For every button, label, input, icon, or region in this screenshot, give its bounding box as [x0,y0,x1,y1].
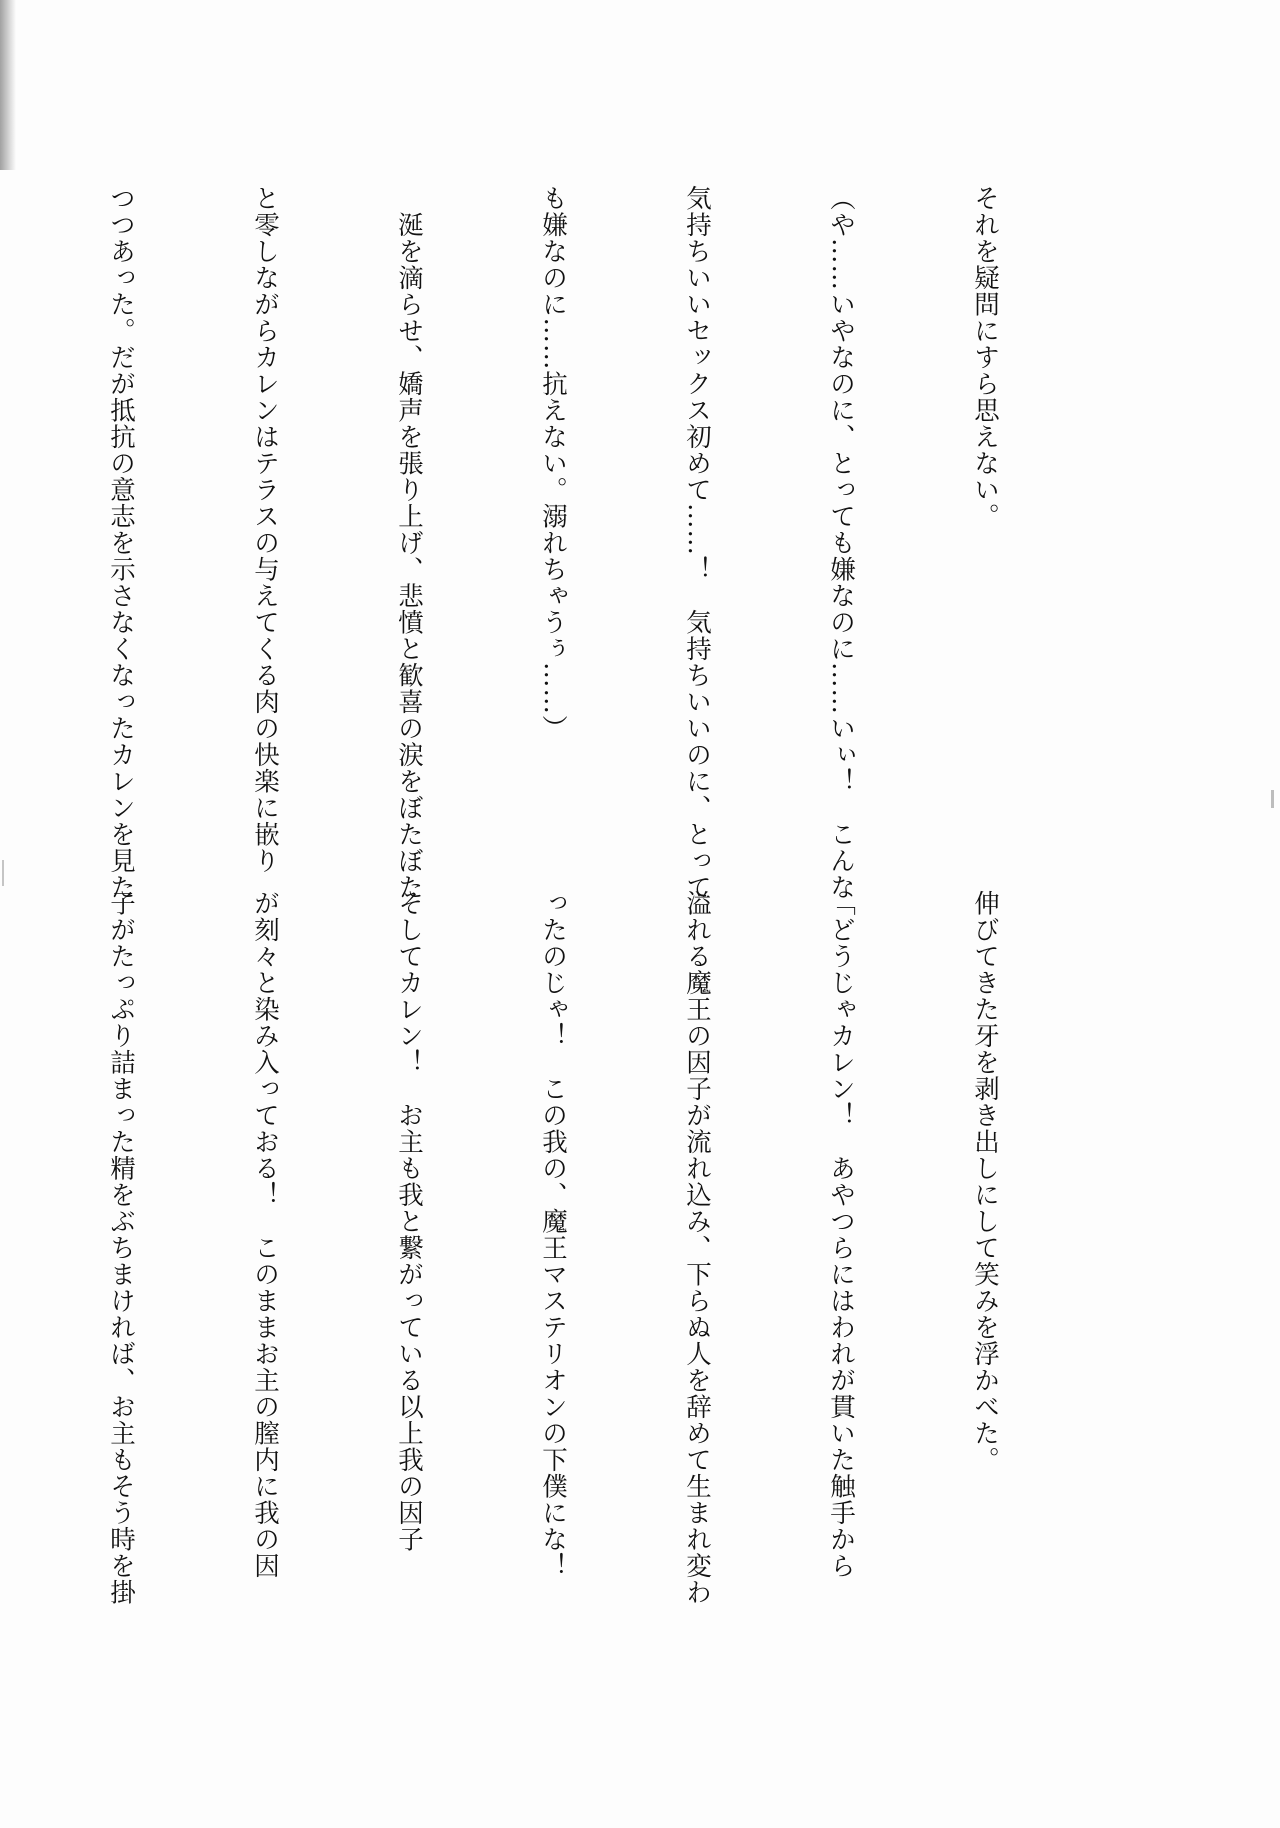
margin-tick-mark [2,860,4,886]
text-column: も嫌なのに……抗えない。溺れちゃうぅ……） [538,185,568,742]
text-column: 伸びてきた牙を剥き出しにして笑みを浮かべた。 [970,890,1000,1473]
text-column: そしてカレン！ お主も我と繋がっている以上我の因子 [394,890,424,1553]
bottom-text-block [106,890,1105,1610]
text-column: つつあった。だが抵抗の意志を示さなくなったカレンを見た [106,185,136,901]
text-column: が刻々と染み入っておる！ このままお主の膣内に我の因 [250,890,280,1579]
text-column [0,890,1,1610]
text-column: 溢れる魔王の因子が流れ込み、下らぬ人を辞めて生まれ変わ [682,890,712,1606]
text-column: 気持ちいいセックス初めて……！ 気持ちいいのに、とって [682,185,712,901]
text-column: と零しながらカレンはテラスの与えてくる肉の快楽に嵌り [250,185,280,874]
top-text-block [106,185,1105,901]
text-column: 「どうじゃカレン！ あやつらにはわれが貫いた触手から [826,890,856,1579]
text-column [0,185,1,825]
page-edge-scan-mark [0,0,16,170]
text-column: （や……いやなのに、とっても嫌なのに……いぃ！ こんな [826,185,856,901]
margin-tick-mark [1271,790,1274,808]
text-column: 涎を滴らせ、嬌声を張り上げ、悲憤と歓喜の涙をぼたぼた [394,185,424,901]
text-column: それを疑問にすら思えない。 [970,185,1000,530]
text-column: 子がたっぷり詰まった精をぶちまければ、お主もそう時を掛 [106,890,136,1606]
text-column: ったのじゃ！ この我の、魔王マステリオンの下僕にな！ [538,890,568,1579]
